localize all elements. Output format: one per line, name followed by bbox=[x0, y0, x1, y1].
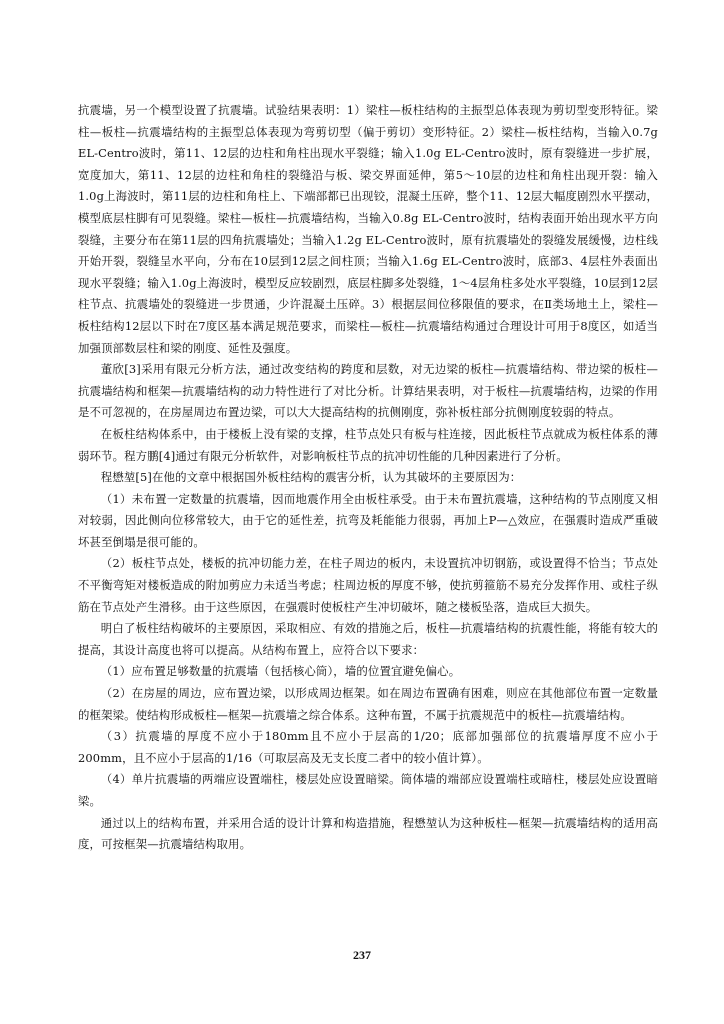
paragraph-cheng-intro: 程懋堃[5]在他的文章中根据国外板柱结构的震害分析，认为其破坏的主要原因为： bbox=[100, 470, 522, 485]
list-item: （1）应布置足够数量的抗震墙（包括核心筒），墙的位置宜避免偏心。 bbox=[100, 664, 461, 679]
paragraph-slab-column-joint: 在板柱结构体系中，由于楼板上没有梁的支撑，柱节点处只有板与柱连接，因此板柱节点就成为板柱体系的薄弱环节。程方鹏[4]通过有限元分析软件，对影响板柱节点的抗冲切性能的几种因素进行了分析。 bbox=[78, 426, 658, 463]
body-text bbox=[78, 100, 658, 856]
paragraph-dong-xin: 董欣[3]采用有限元分析方法，通过改变结构的跨度和层数，对无边梁的板柱—抗震墙结构、带边梁的板柱—抗震墙结构和框架—抗震墙结构的动力特性进行了对比分析。计算结果表明，对于板柱—抗震墙结构，边梁的作用是不可忽视的，在房屋周边布置边梁，可以大大提高结构的抗侧刚度，弥补板柱部分抗侧刚度较弱的特点。 bbox=[78, 362, 658, 420]
paragraph-conclusion: 通过以上的结构布置，并采用合适的设计计算和构造措施，程懋堃认为这种板柱—框架—抗震墙结构的适用高度，可按框架—抗震墙结构取用。 bbox=[78, 815, 658, 852]
list-item: （4）单片抗震墙的两端应设置端柱，楼层处应设置暗梁。筒体墙的端部应设置端柱或暗柱，楼层处应设置暗梁。 bbox=[78, 772, 658, 808]
list-item: （1）未布置一定数量的抗震墙，因而地震作用全由板柱承受。由于未布置抗震墙，这种结构的节点刚度又相对较弱，因此侧向位移常较大，由于它的延性差，抗弯及耗能能力很弱，再加上P—△效应，在强震时造成严重破坏甚至倒塌是很可能的。 bbox=[78, 491, 658, 549]
list-item: （2）板柱节点处，楼板的抗冲切能力差，在柱子周边的板内，未设置抗冲切钢筋，或设置得不恰当；节点处不平衡弯矩对楼板造成的附加剪应力未适当考虑；柱周边板的厚度不够，使抗剪箍筋不易充分发挥作用、或柱子纵筋在节点处产生滑移。由于这些原因，在强震时使板柱产生冲切破坏，随之楼板坠落，造成巨大损失。 bbox=[78, 556, 658, 614]
page-number: 237 bbox=[353, 948, 371, 962]
paragraph-requirements-intro: 明白了板柱结构破坏的主要原因，采取相应、有效的措施之后，板柱—抗震墙结构的抗震性能，将能有较大的提高，其设计高度也将可以提高。从结构布置上，应符合以下要求： bbox=[78, 621, 658, 657]
list-item: （3）抗震墙的厚度不应小于180mm且不应小于层高的1/20；底部加强部位的抗震墙厚度不应小于200mm，且不应小于层高的1/16（可取层高及无支长度二者中的较小值计算）。 bbox=[78, 729, 658, 765]
list-item: （2）在房屋的周边，应布置边梁，以形成周边框架。如在周边布置确有困难，则应在其他部位布置一定数量的框架梁。使结构形成板柱—框架—抗震墙之综合体系。这种布置，不属于抗震规范中的板柱—抗震墙结构。 bbox=[78, 686, 658, 722]
paragraph-continued: 抗震墙，另一个模型设置了抗震墙。试验结果表明：1）梁柱—板柱结构的主振型总体表现为剪切型变形特征。梁柱—板柱—抗震墙结构的主振型总体表现为弯剪切型（偏于剪切）变形特征。2）梁柱—板柱结构，当输入0.7g EL-Centro波时，第11、12层的边柱和角柱出现水平裂缝；输入1.0g EL-Centro波时，原有裂缝进一步扩展，宽度加大，第11、12层的边柱和角柱的裂缝沿与板、梁交界面延伸，第5～10层的边柱和角柱出现开裂：输入1.0g上海波时，第11层的边柱和角柱上、下端部都已出现铰，混凝土压碎，整个11、12层大幅度剧烈水平摆动，模型底层柱脚有可见裂缝。梁柱—板柱—抗震墙结构，当输入0.8g EL-Centro波时，结构表面开始出现水平方向裂缝，主要分布在第11层的四角抗震墙处；当输入1.2g EL-Centro波时，原有抗震墙处的裂缝发展缓慢，边柱线开始开裂，裂缝呈水平向，分布在10层到12层之间柱顶；当输入1.6g EL-Centro波时，底部3、4层柱外表面出现水平裂缝；输入1.0g上海波时，模型反应较剧烈，底层柱脚多处裂缝，1～4层角柱多处水平裂缝，10层到12层柱节点、抗震墙处的裂缝进一步贯通，少许混凝土压碎。3）根据层间位移限值的要求，在Ⅱ类场地土上，梁柱—板柱结构12层以下时在7度区基本满足规范要求，而梁柱—板柱—抗震墙结构通过合理设计可用于8度区，如适当加强顶部数层柱和梁的刚度、延性及强度。 bbox=[78, 103, 658, 355]
